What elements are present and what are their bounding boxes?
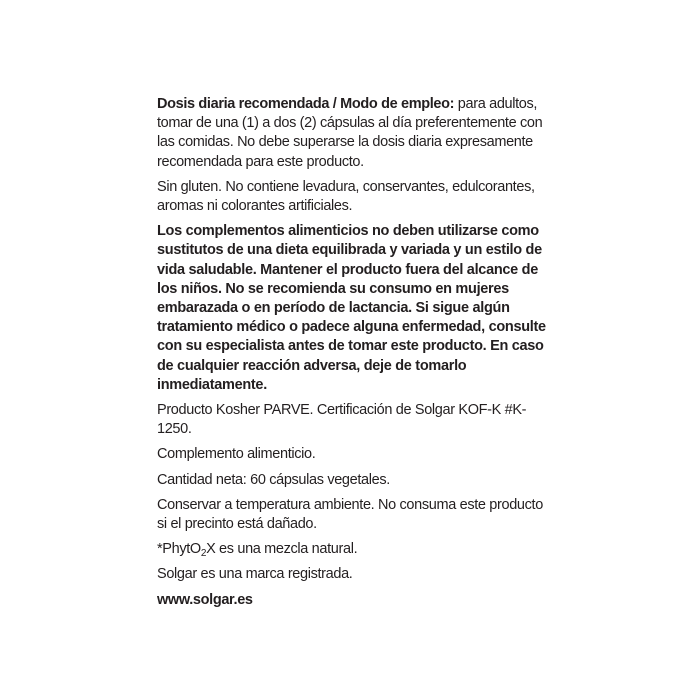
phyto-suffix: X es una mezcla natural. [206, 541, 358, 558]
storage-paragraph: Conservar a temperatura ambiente. No consuma este producto si el precinto está dañado. [157, 496, 543, 533]
dosage-heading: Dosis diaria recomendada / Modo de empleo: [157, 96, 455, 112]
warning-paragraph: Los complementos alimenticios no deben utilizarse como sustitutos de una dieta equilibrada y variada y un estilo de vida saludable. Mantener el producto fuera del alcance de los niños. No se recomienda su consumo en mujeres embarazada o en período de lactancia. Si sigue algún tratamiento médico o padece alguna enfermedad, consulte con su especialista antes de tomar este producto. En caso de cualquier reacción adversa, deje de tomarlo inmediatamente. [157, 223, 546, 393]
phyto-subscript: 2 [200, 548, 207, 560]
website-link: www.solgar.es [157, 591, 253, 608]
gluten-free-paragraph: Sin gluten. No contiene levadura, conservantes, edulcorantes, aromas ni colorantes artificiales. [157, 178, 535, 215]
net-quantity-paragraph: Cantidad neta: 60 cápsulas vegetales. [157, 471, 390, 488]
dosage-text: para adultos, tomar de una (1) a dos (2) cápsulas al día preferentemente con las comidas. No debe superarse la dosis diaria expresamente recomendada para este producto. [157, 96, 543, 170]
phyto-paragraph [157, 540, 552, 559]
dosage-paragraph [157, 95, 552, 172]
phyto-prefix: *PhytO [157, 541, 201, 558]
trademark-paragraph: Solgar es una marca registrada. [157, 566, 353, 583]
kosher-paragraph: Producto Kosher PARVE. Certificación de Solgar KOF-K #K-1250. [157, 402, 527, 438]
supplement-paragraph: Complemento alimenticio. [157, 446, 316, 463]
product-label-text [157, 95, 552, 616]
